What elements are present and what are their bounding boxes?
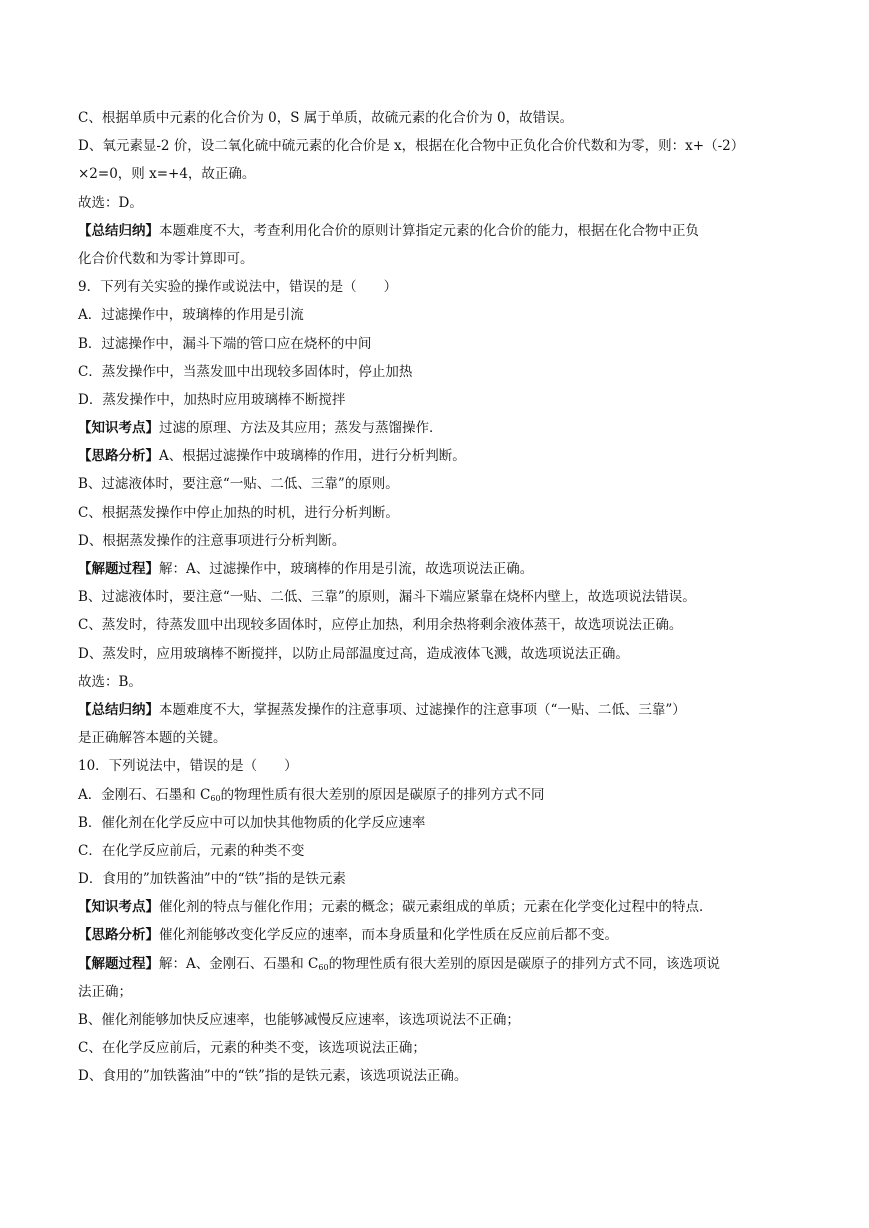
knowledge-tag: 【知识考点】 xyxy=(78,899,159,916)
q9-process-c: C、蒸发时，待蒸发皿中出现较多固体时，应停止加热，利用余热将剩余液体蒸干，故选项说法正确。 xyxy=(78,617,683,634)
q9-analysis-c: C、根据蒸发操作中停止加热的时机，进行分析判断。 xyxy=(78,504,399,521)
q10-analysis xyxy=(78,921,794,949)
summary-tag: 【总结归纳】 xyxy=(78,222,159,239)
q10-process-b: B、催化剂能够加快反应速率，也能够减慢反应速率，该选项说法不正确； xyxy=(78,1012,520,1028)
process-tag: 【解题过程】 xyxy=(78,955,159,972)
q10-process-a-cont: 法正确； xyxy=(78,983,132,1000)
q8-summary-cont: 化合价代数和为零计算即可。 xyxy=(78,250,254,267)
q8-answer: 故选：D。 xyxy=(78,194,143,211)
q10-knowledge xyxy=(78,893,794,921)
knowledge-text: 催化剂的特点与催化作用；元素的概念；碳元素组成的单质；元素在化学变化过程中的特点． xyxy=(159,899,713,916)
document-body xyxy=(78,104,794,1091)
summary-tag: 【总结归纳】 xyxy=(78,701,159,718)
q10-process xyxy=(78,950,794,978)
summary-text: 本题难度不大，掌握蒸发操作的注意事项、过滤操作的注意事项（“一贴、二低、三靠”） xyxy=(159,701,686,718)
q9-analysis-b: B、过滤液体时，要注意“一贴、二低、三靠”的原则。 xyxy=(78,476,399,493)
q10-stem: 10．下列说法中，错误的是（ ） xyxy=(78,758,298,775)
process-text-cont: 的物理性质有很大差别的原因是碳原子的排列方式不同，该选项说 xyxy=(328,955,721,972)
q9-summary-cont: 是正确解答本题的关键。 xyxy=(78,730,227,747)
option-a-text-cont: 的物理性质有很大差别的原因是碳原子的排列方式不同 xyxy=(220,786,545,803)
q9-process xyxy=(78,555,794,583)
q8-option-d-explanation: D、氧元素显-2 价，设二氧化硫中硫元素的化合价是 x，根据在化合物中正负化合价代数和为零，则：x+（-2） xyxy=(78,138,745,155)
q9-option-c: C．蒸发操作中，当蒸发皿中出现较多固体时，停止加热 xyxy=(78,363,413,380)
summary-text: 本题难度不大，考查利用化合价的原则计算指定元素的化合价的能力，根据在化合物中正负 xyxy=(159,222,699,239)
q9-summary xyxy=(78,696,794,724)
q10-option-c: C．在化学反应前后，元素的种类不变 xyxy=(78,842,305,859)
c60-subscript: 60 xyxy=(318,962,329,972)
analysis-text: 催化剂能够改变化学反应的速率，而本身质量和化学性质在反应前后都不变。 xyxy=(159,927,618,944)
q9-knowledge xyxy=(78,414,794,442)
process-text: 解：A、金刚石、石墨和 C xyxy=(159,955,319,972)
q8-option-d-explanation-cont: ×2=0，则 x=+4，故正确。 xyxy=(78,166,256,183)
q10-option-a xyxy=(78,781,794,809)
q10-option-d: D．食用的”加铁酱油”中的“铁”指的是铁元素 xyxy=(78,871,346,888)
knowledge-text: 过滤的原理、方法及其应用；蒸发与蒸馏操作． xyxy=(159,420,443,437)
option-a-text: A．金刚石、石墨和 C xyxy=(78,786,211,803)
analysis-tag: 【思路分析】 xyxy=(78,927,159,944)
q9-analysis-d: D、根据蒸发操作的注意事项进行分析判断。 xyxy=(78,532,346,549)
q9-answer: 故选：B。 xyxy=(78,673,142,690)
q9-process-d: D、蒸发时，应用玻璃棒不断搅拌，以防止局部温度过高，造成液体飞溅，故选项说法正确。 xyxy=(78,645,629,662)
q9-process-b: B、过滤液体时，要注意“一贴、二低、三靠”的原则，漏斗下端应紧靠在烧杯内壁上，故选项说法错误。 xyxy=(78,589,696,606)
q9-analysis xyxy=(78,442,794,470)
c60-subscript: 60 xyxy=(210,793,221,803)
q10-option-b: B．催化剂在化学反应中可以加快其他物质的化学反应速率 xyxy=(78,814,426,831)
q9-stem: 9．下列有关实验的操作或说法中，错误的是（ ） xyxy=(78,279,398,296)
analysis-tag: 【思路分析】 xyxy=(78,448,159,465)
process-tag: 【解题过程】 xyxy=(78,561,159,577)
q8-option-c-explanation: C、根据单质中元素的化合价为 0，S 属于单质，故硫元素的化合价为 0，故错误。 xyxy=(78,110,574,126)
q10-process-c: C、在化学反应前后，元素的种类不变，该选项说法正确； xyxy=(78,1040,426,1057)
q8-summary xyxy=(78,217,794,245)
q9-option-b: B．过滤操作中，漏斗下端的管口应在烧杯的中间 xyxy=(78,335,372,352)
analysis-text: A、根据过滤操作中玻璃棒的作用，进行分析判断。 xyxy=(159,448,466,465)
knowledge-tag: 【知识考点】 xyxy=(78,420,159,437)
process-text: 解：A、过滤操作中，玻璃棒的作用是引流，故选项说法正确。 xyxy=(159,561,534,577)
q9-option-a: A．过滤操作中，玻璃棒的作用是引流 xyxy=(78,307,304,324)
q9-option-d: D．蒸发操作中，加热时应用玻璃棒不断搅拌 xyxy=(78,391,346,408)
q10-process-d: D、食用的”加铁酱油”中的“铁”指的是铁元素，该选项说法正确。 xyxy=(78,1068,468,1085)
